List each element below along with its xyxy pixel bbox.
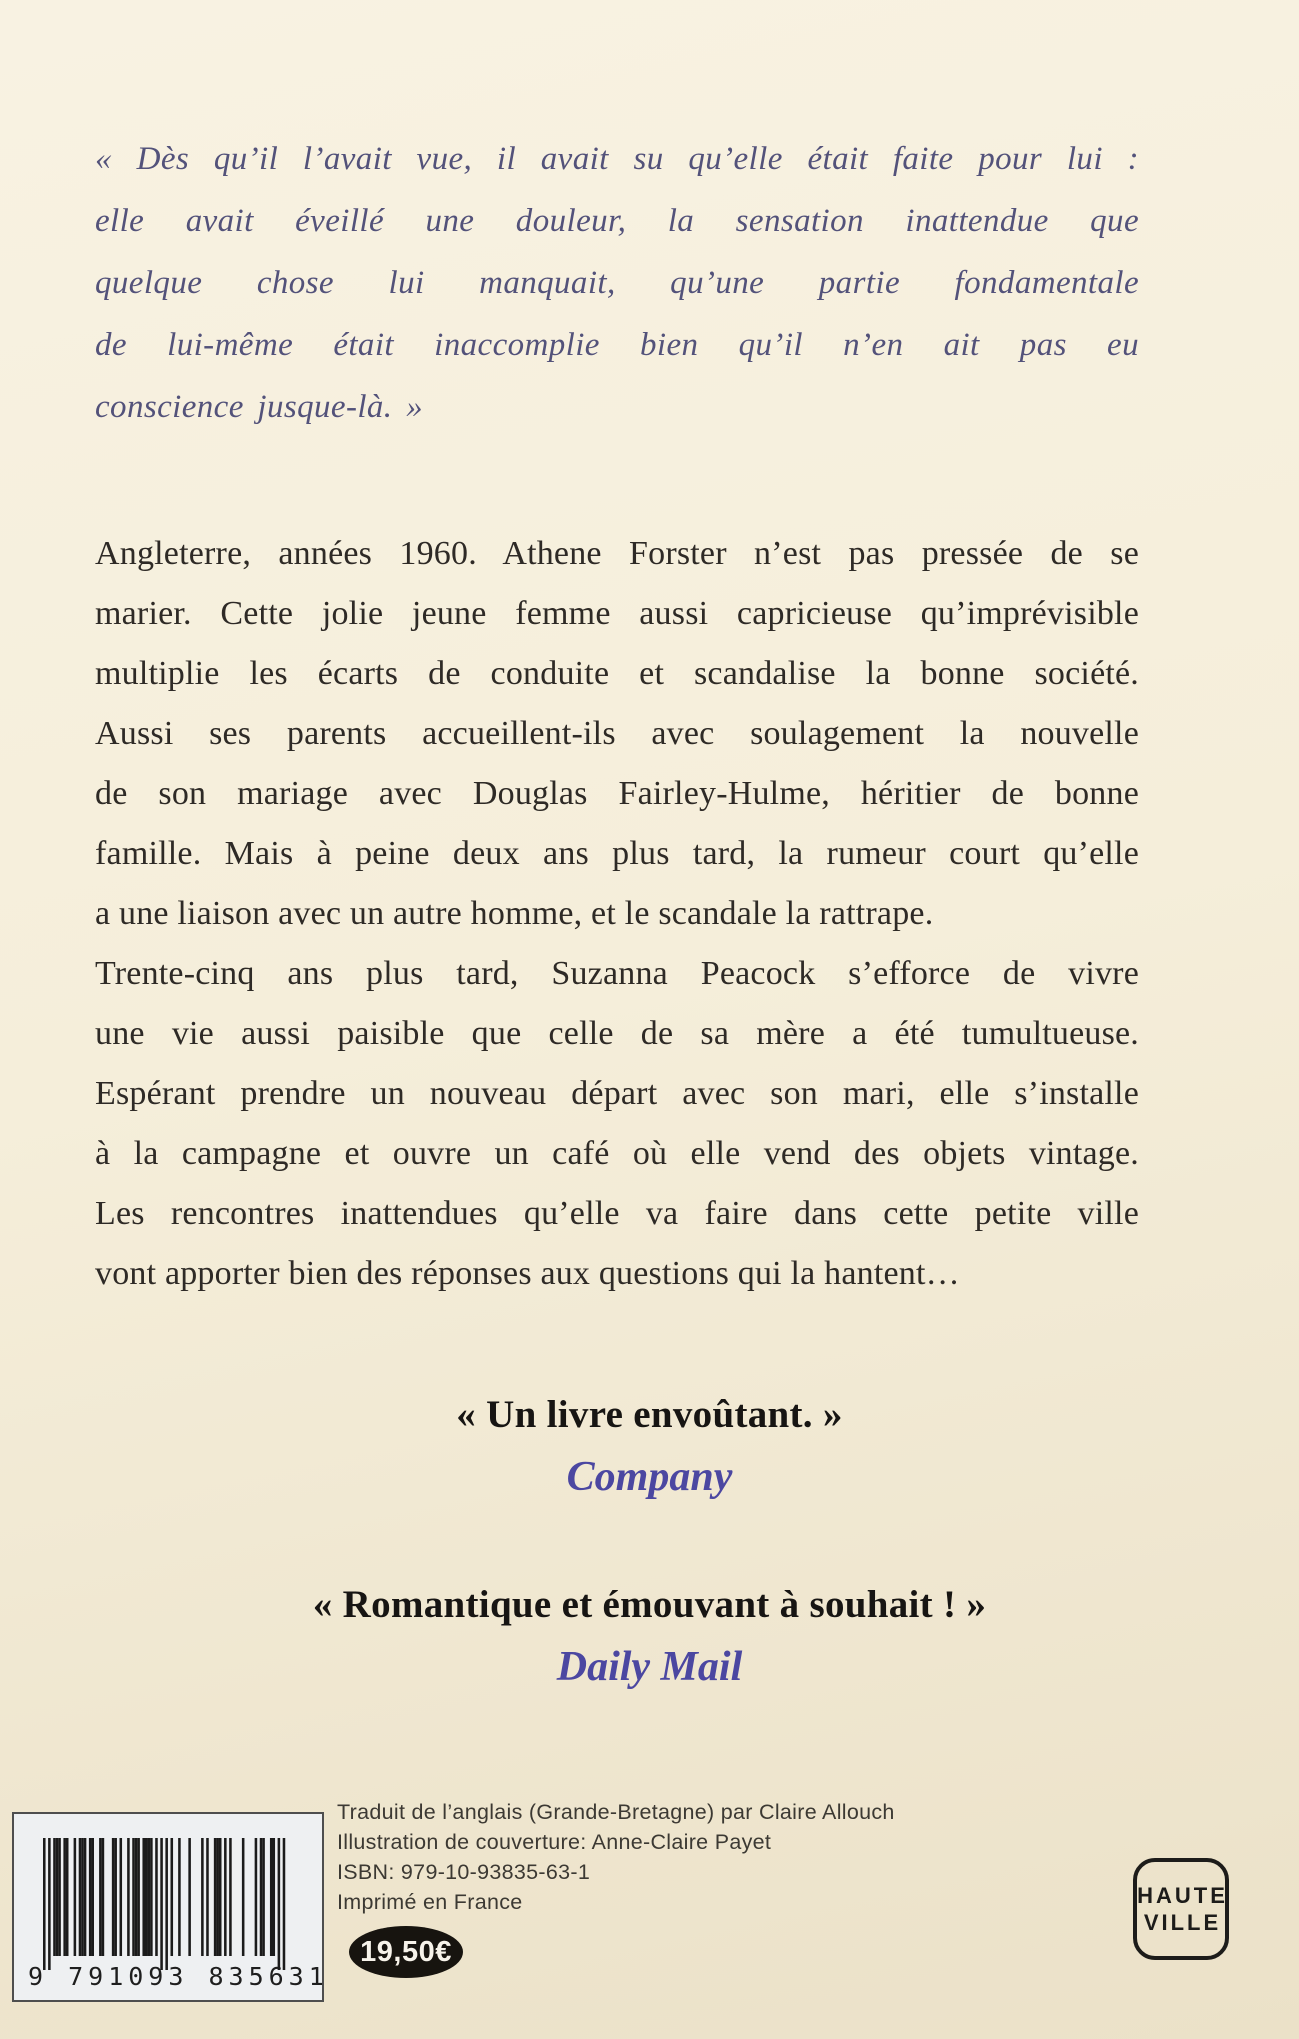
barcode-number: 9 791093 835631 (28, 1962, 329, 1991)
synopsis-line: marier. Cette jolie jeune femme aussi capricieuse qu’imprévisible (95, 595, 1139, 632)
publisher-logo-hauteville (1133, 1858, 1229, 1960)
credits-block (337, 1797, 895, 1917)
excerpt-line: de lui-même était inaccomplie bien qu’il n’en ait pas eu (95, 327, 1139, 363)
synopsis-line: multiplie les écarts de conduite et scandalise la bonne société. (95, 655, 1139, 692)
synopsis-paragraph-2 (95, 944, 1139, 1304)
review-source: Company (566, 1454, 733, 1500)
synopsis-line: Aussi ses parents accueillent-ils avec soulagement la nouvelle (95, 715, 1139, 752)
press-review-daily-mail (0, 1582, 1299, 1691)
credits-line: Illustration de couverture: Anne-Claire Payet (337, 1830, 772, 1854)
synopsis-line: a une liaison avec un autre homme, et le scandale la rattrape. (95, 895, 934, 932)
synopsis-line: Angleterre, années 1960. Athene Forster n’est pas pressée de se (95, 535, 1139, 572)
synopsis-paragraph-1 (95, 524, 1139, 944)
synopsis-line: une vie aussi paisible que celle de sa mère a été tumultueuse. (95, 1015, 1139, 1052)
price-badge: 19,50€ (349, 1926, 463, 1978)
credits-line: ISBN: 979-10-93835-63-1 (337, 1860, 591, 1884)
synopsis-line: Espérant prendre un nouveau départ avec son mari, elle s’installe (95, 1075, 1139, 1112)
synopsis-line: famille. Mais à peine deux ans plus tard, la rumeur court qu’elle (95, 835, 1139, 872)
credits-line: Traduit de l’anglais (Grande-Bretagne) par Claire Allouch (337, 1800, 895, 1824)
barcode-bars-image (43, 1838, 293, 1970)
excerpt-line: elle avait éveillé une douleur, la sensation inattendue que (95, 203, 1139, 239)
press-review-company (0, 1392, 1299, 1501)
excerpt-quote (95, 128, 1139, 438)
synopsis-line: à la campagne et ouvre un café où elle vend des objets vintage. (95, 1135, 1139, 1172)
review-source: Daily Mail (556, 1644, 743, 1690)
synopsis-line: vont apporter bien des réponses aux questions qui la hantent… (95, 1255, 960, 1292)
credits-line: Imprimé en France (337, 1890, 523, 1914)
review-quote: « Un livre envoûtant. » (456, 1393, 843, 1436)
publisher-logo-line1: HAUTE (1137, 1883, 1228, 1908)
synopsis-line: de son mariage avec Douglas Fairley-Hulme, héritier de bonne (95, 775, 1139, 812)
synopsis-line: Les rencontres inattendues qu’elle va faire dans cette petite ville (95, 1195, 1139, 1232)
barcode (12, 1812, 329, 2002)
excerpt-line: quelque chose lui manquait, qu’une partie fondamentale (95, 265, 1139, 301)
excerpt-line: conscience jusque-là. » (95, 389, 424, 425)
excerpt-line: « Dès qu’il l’avait vue, il avait su qu’elle était faite pour lui : (95, 141, 1139, 177)
review-quote: « Romantique et émouvant à souhait ! » (312, 1583, 987, 1626)
synopsis-line: Trente-cinq ans plus tard, Suzanna Peacock s’efforce de vivre (95, 955, 1139, 992)
publisher-logo-line2: VILLE (1143, 1910, 1222, 1935)
synopsis (95, 524, 1139, 1304)
